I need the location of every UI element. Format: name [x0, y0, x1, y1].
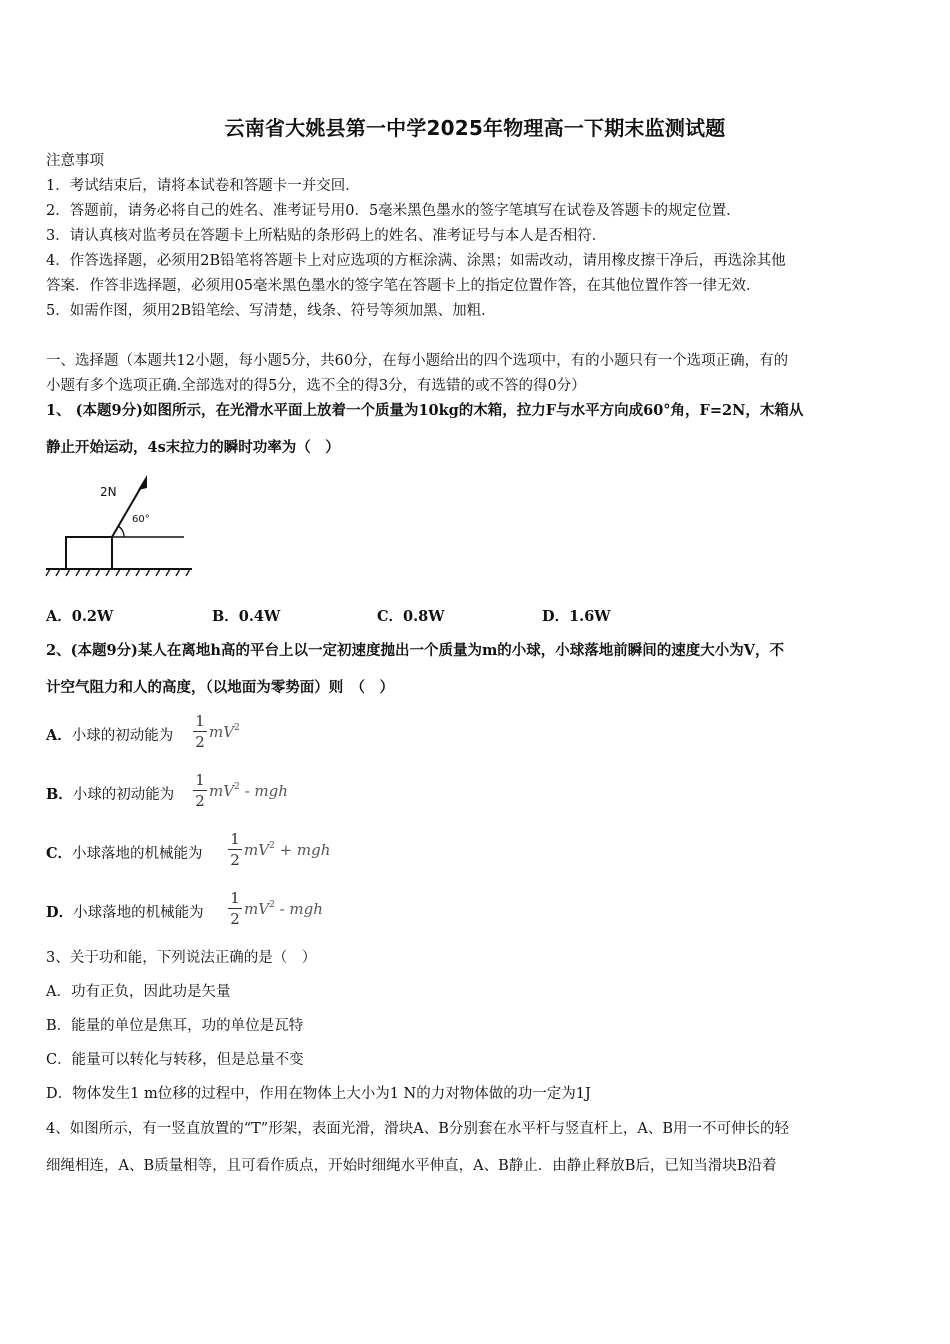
notice-item: 答案．作答非选择题，必须用05毫米黑色墨水的签字笔在答题卡上的指定位置作答，在其他位置作答一律无效． — [46, 278, 761, 294]
exam-page: 云南省大姚县第一中学2025年物理高一下期末监测试题 注意事项 1．考试结束后，请将本试卷和答题卡一并交回． 2．答题前，请务必将自己的姓名、准考证号用0．5毫米黑色墨水的签字笔填写在试卷及答题卡的规定位置． 3．请认真核对监考员在答题卡上所粘贴的条形码上的姓名、准考证号与本人是否相符． 4．作答选择题，必须用2B铅笔将答题卡上对应选项的方框涂满、涂黑；如需改动，请用橡皮擦干净后，再选涂其他 答案．作答非选择题，必须用05毫米黑色墨水的签字笔在答题卡上的指定位置作答，在其他位置作答一律无效． 5．如需作图，须用2B铅笔绘、写清楚，线条、符号等须加黑、加粗． 一、选择题（本题共12小题，每小题5分，共60分，在每小题给出的四个选项中，有的小题只有一个选项正确，有的 小题有多个选项正确.全部选对的得5分，选不全的得3分，有选错的或不答的得0分） 1、 (本题9分)如图所示，在光滑水平面上放着一个质量为10kg的木箱，拉力F与水平方向成60°角，F=2N，木箱从 静止开始运动，4s末拉力的瞬时功率为（ ） 2N 60° A．0.2W B．0.4W C．0.8W D．1.6W 2、(本题9分)某人在离地h高的平台上以一定初速度抛出一个质量为m的小球，小球落地前瞬间的速度大小为V，不 计空气阻力和人的高度，（以地面为零势面）则 （ ） A．小球的初动能为 1 2 $mV^2$ B．小球的初动能为 1 2 $mV^2$ - mgh C．小球落地的机械能为 1 2 $mV^2$ + mgh D．小球落地的机械能为 1 2 $mV^2$ - mgh 3、关于功和能，下列说法正确的是（ ） A．功有正负，因此功是矢量 B．能量的单位是焦耳，功的单位是瓦特 C．能量可以转化与转移，但是总量不变 D．物体发生1 m位移的过程中，作用在物体上大小为1 N的力对物体做的功一定为1J 4、如图所示，有一竖直放置的“T”形架，表面光滑，滑块A、B分别套在水平杆与竖直杆上，A、B用一不可伸长的轻 细绳相连，A、B质量相等，且可看作质点，开始时细绳水平伸直，A、B静止．由静止释放B后，已知当滑块B沿着 — [0, 0, 950, 1344]
option-c[interactable]: C．0.8W — [377, 608, 445, 625]
fraction: 1 2 — [228, 889, 242, 928]
fraction: 1 2 — [193, 771, 207, 810]
section-instructions: 小题有多个选项正确.全部选对的得5分，选不全的得3分，有选错的或不答的得0分） — [46, 378, 586, 394]
question-4-stem: 4、如图所示，有一竖直放置的“T”形架，表面光滑，滑块A、B分别套在水平杆与竖直杆上，A、B用一不可伸长的轻 — [46, 1121, 789, 1137]
page-title: 云南省大姚县第一中学2025年物理高一下期末监测试题 — [224, 116, 726, 140]
notice-heading: 注意事项 — [46, 153, 104, 169]
option-a[interactable]: A．功有正负，因此功是矢量 — [46, 984, 231, 1000]
notice-item: 2．答题前，请务必将自己的姓名、准考证号用0．5毫米黑色墨水的签字笔填写在试卷及答题卡的规定位置． — [46, 203, 741, 219]
option-d[interactable]: D．1.6W — [542, 608, 611, 625]
question-1-stem: 静止开始运动，4s末拉力的瞬时功率为（ ） — [46, 439, 340, 456]
option-d[interactable]: D．物体发生1 m位移的过程中，作用在物体上大小为1 N的力对物体做的功一定为1J — [46, 1086, 591, 1102]
force-diagram — [44, 468, 194, 580]
fraction: 1 2 — [228, 830, 242, 869]
question-2-stem: 计空气阻力和人的高度，（以地面为零势面）则 （ ） — [46, 679, 394, 696]
wooden-box — [66, 537, 112, 569]
notice-item: 5．如需作图，须用2B铅笔绘、写清楚，线条、符号等须加黑、加粗． — [46, 303, 496, 319]
angle-arc — [118, 526, 124, 537]
option-c[interactable]: C．能量可以转化与转移，但是总量不变 — [46, 1052, 304, 1068]
question-2-stem: 2、(本题9分)某人在离地h高的平台上以一定初速度抛出一个质量为m的小球，小球落地前瞬间的速度大小为V，不 — [46, 642, 785, 659]
question-4-stem: 细绳相连，A、B质量相等，且可看作质点，开始时细绳水平伸直，A、B静止．由静止释放B后，已知当滑块B沿着 — [46, 1158, 777, 1174]
notice-item: 4．作答选择题，必须用2B铅笔将答题卡上对应选项的方框涂满、涂黑；如需改动，请用橡皮擦干净后，再选涂其他 — [46, 253, 786, 269]
force-label: 2N — [100, 485, 117, 499]
angle-label: 60° — [132, 514, 150, 525]
notice-item: 3．请认真核对监考员在答题卡上所粘贴的条形码上的姓名、准考证号与本人是否相符． — [46, 228, 607, 244]
section-instructions: 一、选择题（本题共12小题，每小题5分，共60分，在每小题给出的四个选项中，有的小题只有一个选项正确，有的 — [46, 353, 789, 369]
question-3-stem: 3、关于功和能，下列说法正确的是（ ） — [46, 950, 317, 966]
arrow-head-icon — [138, 475, 147, 490]
option-b[interactable]: B．0.4W — [212, 608, 281, 625]
option-a[interactable]: A．0.2W — [46, 608, 114, 625]
fraction: 1 2 — [193, 712, 207, 751]
notice-item: 1．考试结束后，请将本试卷和答题卡一并交回． — [46, 178, 360, 194]
question-1-stem: 1、 (本题9分)如图所示，在光滑水平面上放着一个质量为10kg的木箱，拉力F与水平方向成60°角，F=2N，木箱从 — [46, 402, 804, 419]
force-arrow-line — [112, 482, 144, 537]
ground-hatching — [46, 569, 190, 576]
option-b[interactable]: B．能量的单位是焦耳，功的单位是瓦特 — [46, 1018, 304, 1034]
